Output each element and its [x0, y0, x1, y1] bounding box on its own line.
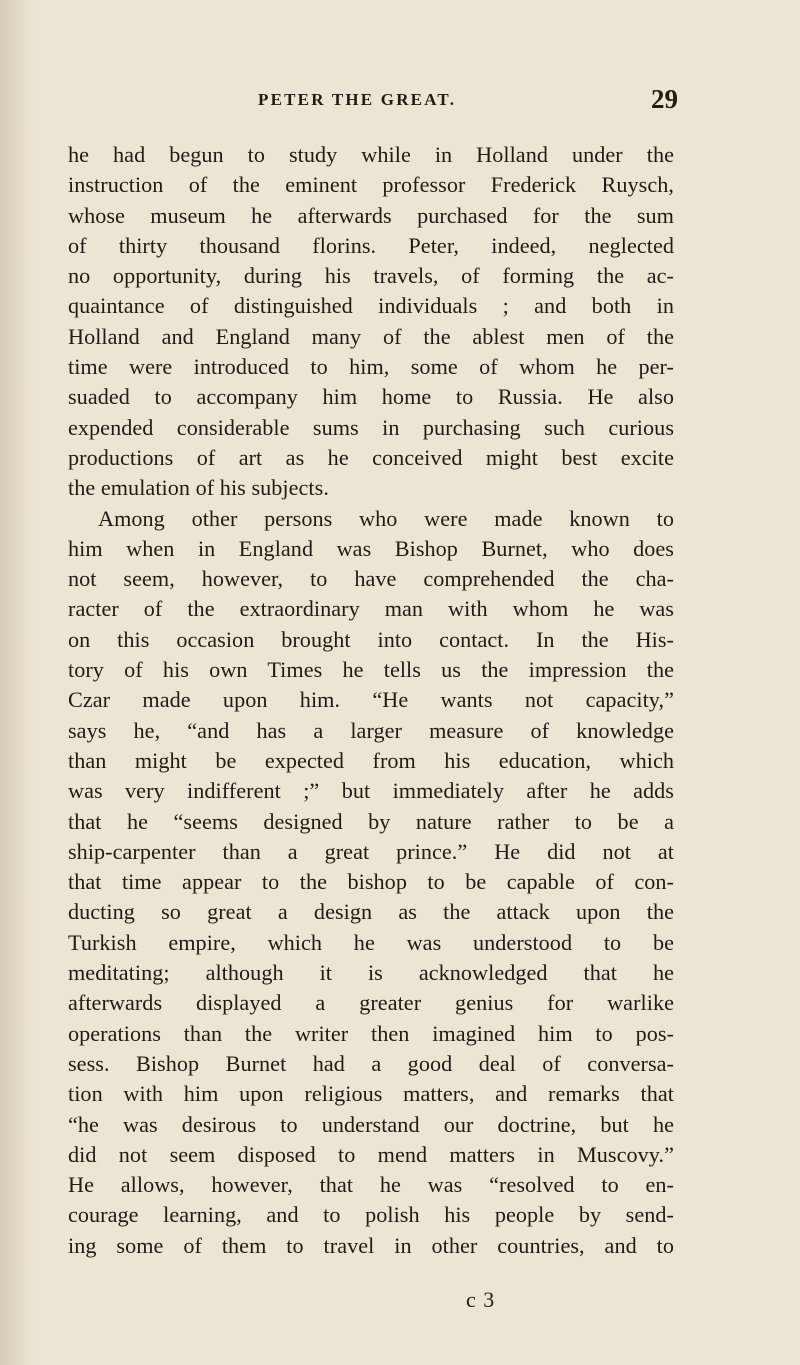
page-gutter-shadow — [0, 0, 34, 1365]
running-title: PETER THE GREAT. — [258, 90, 457, 109]
text-line: whose museum he afterwards purchased for the sum — [68, 202, 674, 228]
signature-mark: c 3 — [466, 1287, 496, 1312]
text-line: than might be expected from his education, which — [68, 747, 674, 773]
text-line: He allows, however, that he was “resolved to en- — [68, 1172, 674, 1198]
text-line: courage learning, and to polish his people by send- — [68, 1202, 674, 1228]
text-line: he had begun to study while in Holland under the — [68, 142, 674, 167]
text-line: Turkish empire, which he was understood to be — [68, 929, 674, 955]
text-line: sess. Bishop Burnet had a good deal of conversa- — [68, 1050, 674, 1076]
text-line: on this occasion brought into contact. In the His- — [68, 626, 674, 652]
body-text — [68, 140, 674, 1261]
text-line: instruction of the eminent professor Frederick Ruysch, — [68, 172, 674, 198]
page-number: 29 — [651, 84, 678, 114]
paragraph-start-line: Among other persons who were made known to — [98, 505, 674, 531]
text-line: that time appear to the bishop to be capable of con- — [68, 869, 674, 895]
text-line: ship-carpenter than a great prince.” He did not at — [68, 838, 674, 864]
text-line: productions of art as he conceived might best excite — [68, 444, 674, 470]
text-line: quaintance of distinguished individuals ; and both in — [68, 293, 674, 319]
text-line: says he, “and has a larger measure of knowledge — [68, 717, 674, 743]
text-line: no opportunity, during his travels, of forming the ac- — [68, 263, 674, 289]
text-line: did not seem disposed to mend matters in Muscovy.” — [68, 1141, 674, 1167]
paragraph-end-line: the emulation of his subjects. — [68, 475, 329, 501]
text-line: that he “seems designed by nature rather to be a — [68, 808, 674, 834]
text-line: ducting so great a design as the attack upon the — [68, 899, 674, 925]
text-line: Holland and England many of the ablest men of the — [68, 323, 674, 349]
text-line: tion with him upon religious matters, and remarks that — [68, 1081, 674, 1107]
text-line: of thirty thousand florins. Peter, indeed, neglected — [68, 232, 674, 258]
text-line: ing some of them to travel in other countries, and to — [68, 1232, 674, 1258]
page-header — [258, 86, 678, 118]
text-line: afterwards displayed a greater genius for warlike — [68, 990, 674, 1016]
text-line: “he was desirous to understand our doctrine, but he — [68, 1111, 674, 1137]
text-line: suaded to accompany him home to Russia. He also — [68, 384, 674, 410]
text-line: racter of the extraordinary man with whom he was — [68, 596, 674, 622]
text-line: time were introduced to him, some of whom he per- — [68, 354, 674, 380]
text-line: him when in England was Bishop Burnet, who does — [68, 535, 674, 561]
text-line: was very indifferent ;” but immediately after he adds — [68, 778, 674, 804]
text-line: operations than the writer then imagined him to pos- — [68, 1020, 674, 1046]
text-line: meditating; although it is acknowledged that he — [68, 960, 674, 986]
text-line: tory of his own Times he tells us the impression the — [68, 657, 674, 683]
text-line: expended considerable sums in purchasing such curious — [68, 414, 674, 440]
text-line: not seem, however, to have comprehended the cha- — [68, 566, 674, 592]
text-line: Czar made upon him. “He wants not capacity,” — [68, 687, 674, 713]
